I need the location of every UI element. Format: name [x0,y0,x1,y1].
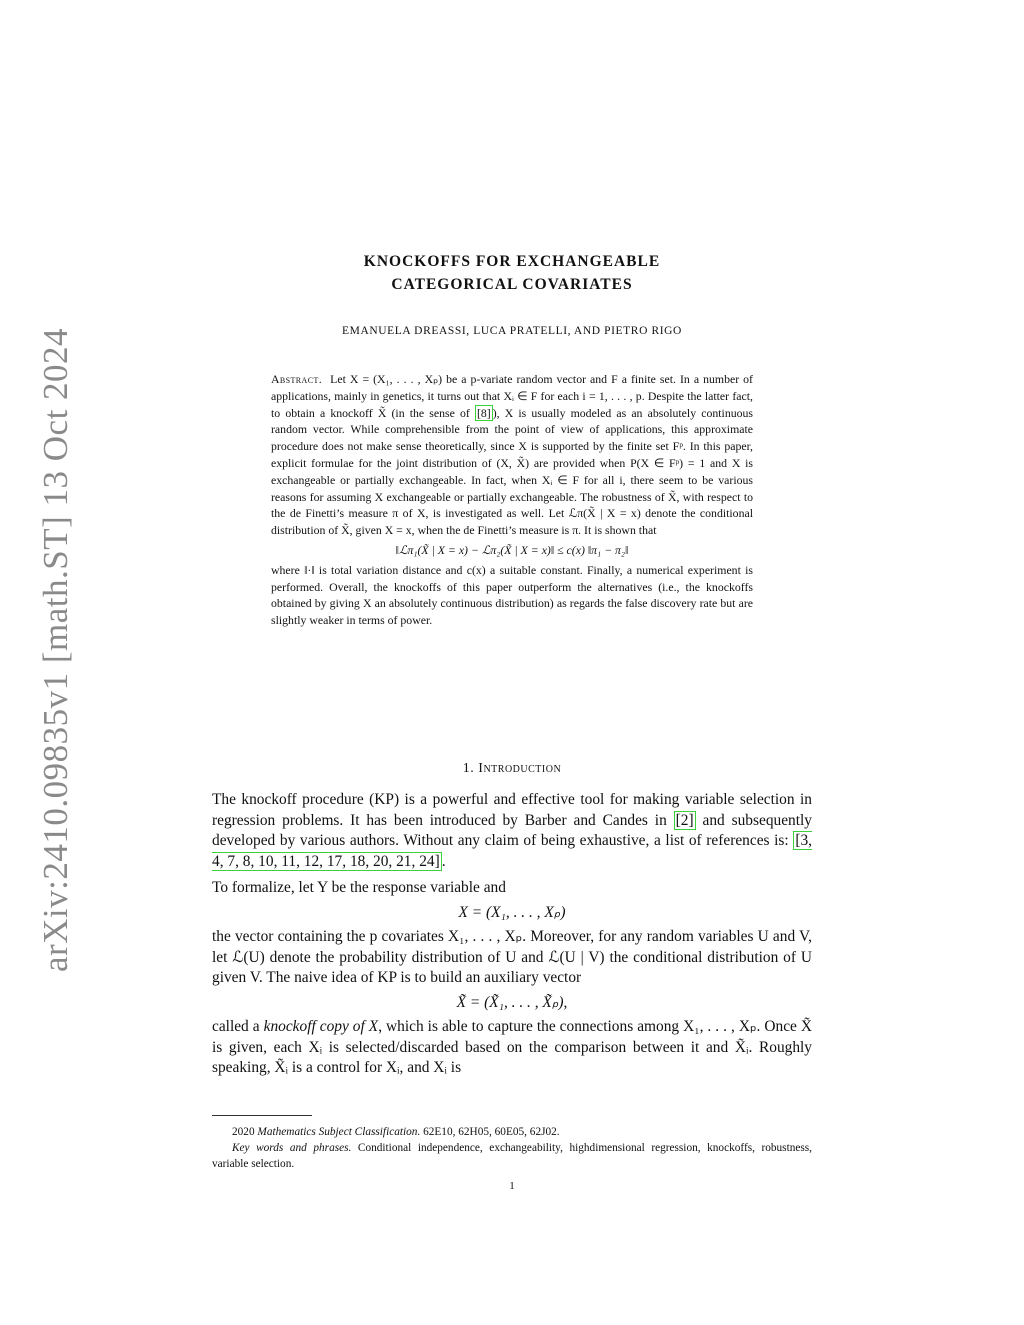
abstract-paragraph-1 [271,371,753,539]
citation-list-link[interactable]: [3, 4, 7, 8, 10, 11, 12, 17, 18, 20, 21, 24] [212,832,812,870]
abstract-equation: ‖ℒπ₁(X̃ | X = x) − ℒπ₂(X̃ | X = x)‖ ≤ c(x) ‖π₁ − π₂‖ [395,542,629,557]
abstract-paragraph-2: where ‖·‖ is total variation distance and c(x) a suitable constant. Finally, a numerical experiment is performed. Overall, the knockoffs of this paper outperform the alternatives (i.e., the knockoffs obtained by giving X an absolutely continuous distribution) as regards the false discovery rate but are slightly weaker in terms of power. [271,562,753,628]
msc-footnote [212,1124,812,1140]
intro-text-1: The knockoff procedure (KP) is a powerful and effective tool for making variable selection in regression problems. It has been introduced by Barber and Candes in [212,791,812,829]
msc-label: Mathematics Subject Classification. [257,1126,421,1138]
abstract-text-2: ), X is usually modeled as an absolutely continuous random vector. While comprehensible from the point of view of applications, this approximate procedure does not make sense theoretically, since X is supported by the finite set Fᵖ. In this paper, explicit formulae for the joint distribution of (X, X̃) are provided when P(X ∈ Fᵖ) = 1 and X is exchangeable or partially exchangeable. In fact, when Xᵢ ∈ F for all i, there seem to be various reasons for assuming X exchangeable or partially exchangeable. The robustness of X̃, with respect to the de Finetti’s measure π of X, is investigated as well. Let ℒπ(X̃ | X = x) denote the conditional distribution of X̃, given X = x, when the de Finetti’s measure is π. It is shown that [271,405,753,538]
intro-paragraph-2: To formalize, let Y be the response variable and [212,879,506,896]
title-line-1: KNOCKOFFS FOR EXCHANGEABLE [363,253,661,270]
keywords-label: Key words and phrases. [232,1142,352,1154]
arxiv-stamp: arXiv:2410.09835v1 [math.ST] 13 Oct 2024 [36,327,75,973]
citation-link[interactable]: [8] [476,405,491,420]
author-list: EMANUELA DREASSI, LUCA PRATELLI, AND PIETRO RIGO [342,325,682,337]
intro-text-4a: called a [212,1018,260,1035]
keywords-text: Conditional independence, exchangeability, highdimensional regression, knockoffs, robustness, variable selection. [212,1142,812,1170]
abstract-text-1: Let X = (X₁, . . . , Xₚ) be a p-variate random vector and F a finite set. In a number of applications, mainly in genetics, it turns out that Xᵢ ∈ F for each i = 1, . . . , p. Despite the latter fact, to obtain a knockoff X̃ (in the sense of [271,372,753,420]
citation-link[interactable]: [2] [675,811,694,829]
intro-paragraph-3: the vector containing the p covariates X₁, . . . , Xₚ. Moreover, for any random variables U and V, let ℒ(U) denote the probability distribution of U and ℒ(U | V) the conditional distribution of U given V. The naive idea of KP is to build an auxiliary vector [212,928,812,986]
abstract [271,371,753,629]
footnotes [212,1124,812,1172]
page-number: 1 [509,1180,515,1192]
msc-year: 2020 [232,1126,255,1138]
paper-title [212,250,812,296]
knockoff-copy-term: knockoff copy of X [263,1018,379,1035]
intro-text-4b: , which is able to capture the connections among X₁, . . . , Xₚ. Once X̃ is given, each Xᵢ is selected/discarded based on the comparison between it and X̃ᵢ. Roughly speaking, X̃ᵢ is a control for Xᵢ, and Xᵢ is [212,1018,813,1076]
footnote-rule [212,1115,312,1116]
intro-text-2: and subsequently developed by various authors. Without any claim of being exhaustive, a list of references is: [212,811,812,849]
keywords-footnote [212,1140,812,1172]
intro-paragraph-1 [212,790,812,872]
display-equation-2: X̃ = (X̃₁, . . . , X̃ₚ), [456,993,568,1011]
section-heading: 1. Introduction [462,761,562,776]
intro-paragraph-4 [212,1017,812,1079]
msc-codes: 62E10, 62H05, 60E05, 62J02. [423,1126,560,1138]
abstract-label: Abstract. [271,372,323,386]
intro-body [212,790,812,1079]
display-equation-1: X = (X₁, . . . , Xₚ) [458,903,566,921]
title-line-2: CATEGORICAL COVARIATES [391,276,633,293]
intro-period: . [441,852,446,870]
